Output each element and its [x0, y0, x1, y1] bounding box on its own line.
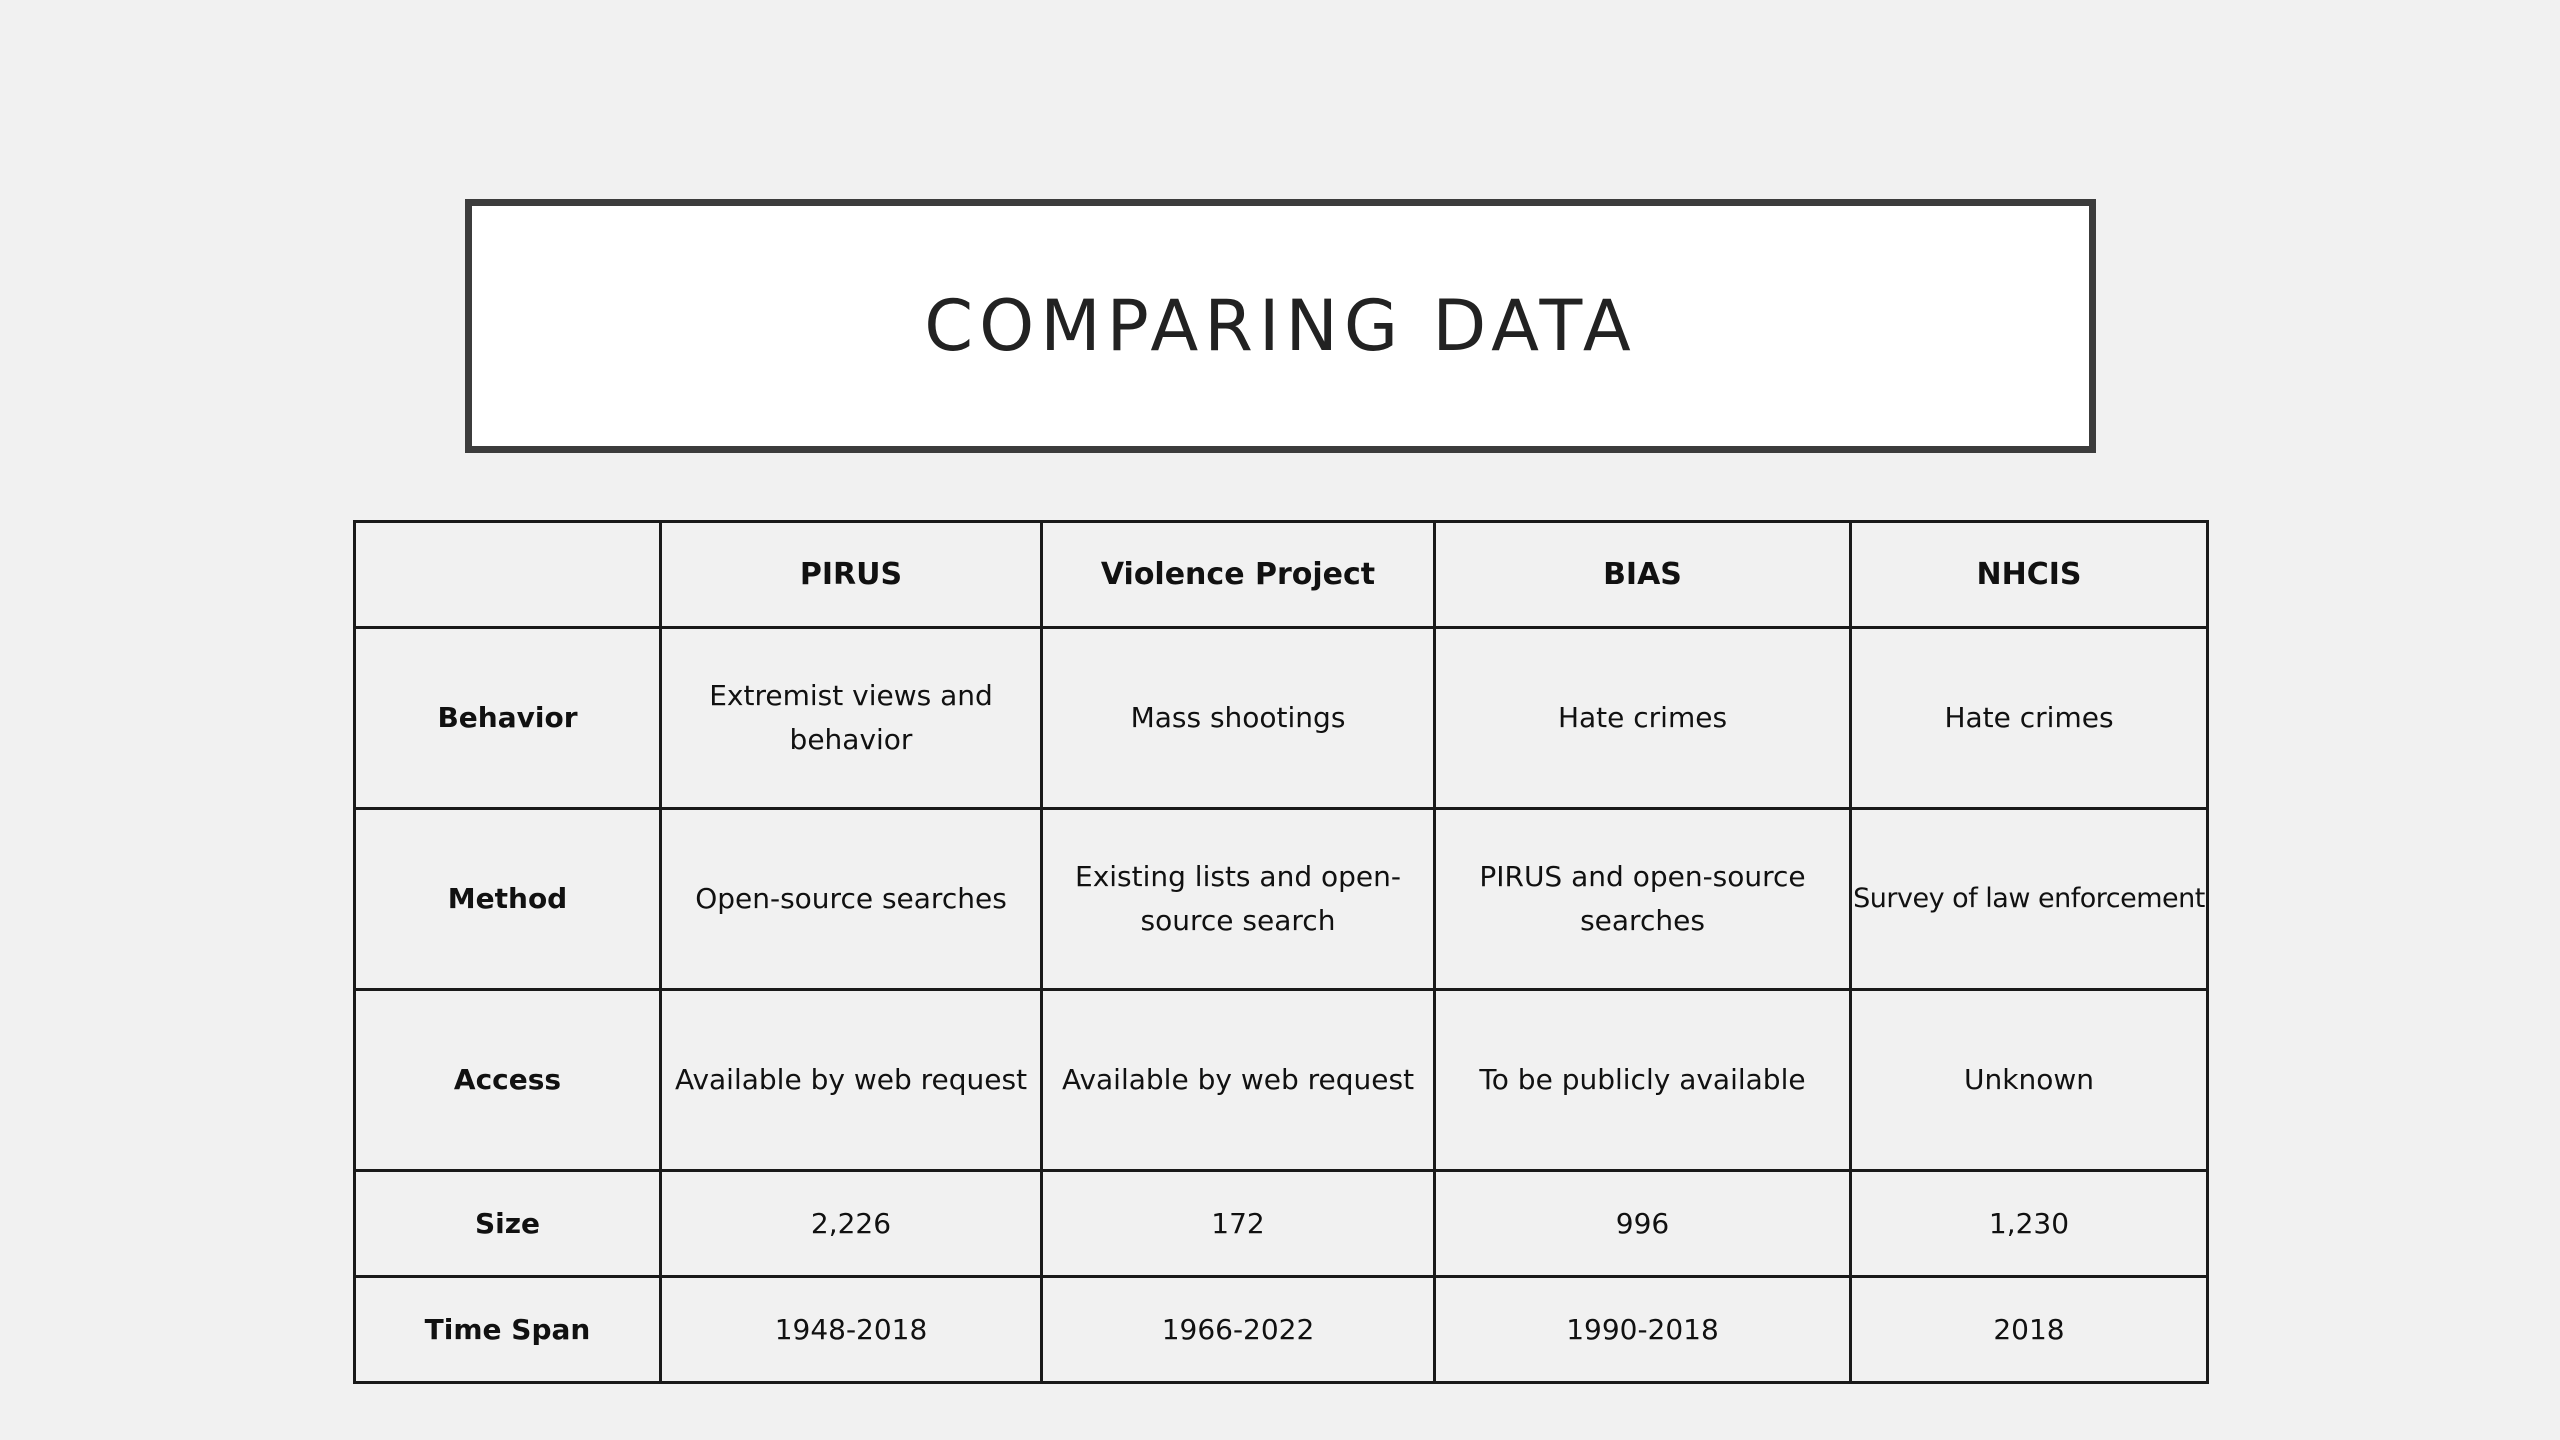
table-cell: 2,226 [661, 1171, 1042, 1277]
row-label: Method [355, 809, 661, 990]
header-cell-empty [355, 522, 661, 628]
row-label: Size [355, 1171, 661, 1277]
table-cell: Open-source searches [661, 809, 1042, 990]
slide-title: COMPARING DATA [924, 285, 1637, 367]
table-cell: 1966-2022 [1042, 1277, 1435, 1383]
table-row-time-span [355, 1277, 2208, 1383]
header-cell-violence-project: Violence Project [1042, 522, 1435, 628]
table-cell: PIRUS and open-source searches [1435, 809, 1851, 990]
table-cell: Hate crimes [1435, 628, 1851, 809]
table-header-row [355, 522, 2208, 628]
table-cell: Extremist views and behavior [661, 628, 1042, 809]
table-cell: Hate crimes [1851, 628, 2208, 809]
row-label: Behavior [355, 628, 661, 809]
table-cell: Unknown [1851, 990, 2208, 1171]
title-box [465, 199, 2096, 453]
table-cell: 996 [1435, 1171, 1851, 1277]
row-label: Time Span [355, 1277, 661, 1383]
table-cell: Survey of law enforcement [1851, 809, 2208, 990]
table-cell: 2018 [1851, 1277, 2208, 1383]
table-row-access [355, 990, 2208, 1171]
table-cell: 1,230 [1851, 1171, 2208, 1277]
table-row-behavior [355, 628, 2208, 809]
table-cell: 1948-2018 [661, 1277, 1042, 1383]
header-cell-pirus: PIRUS [661, 522, 1042, 628]
table-cell: Available by web request [1042, 990, 1435, 1171]
header-cell-nhcis: NHCIS [1851, 522, 2208, 628]
table-row-method [355, 809, 2208, 990]
table-cell: 172 [1042, 1171, 1435, 1277]
table-row-size [355, 1171, 2208, 1277]
header-cell-bias: BIAS [1435, 522, 1851, 628]
table-cell: Existing lists and open-source search [1042, 809, 1435, 990]
comparison-table [353, 520, 2209, 1384]
row-label: Access [355, 990, 661, 1171]
table-cell: Mass shootings [1042, 628, 1435, 809]
table-cell: Available by web request [661, 990, 1042, 1171]
table-cell: 1990-2018 [1435, 1277, 1851, 1383]
table-cell: To be publicly available [1435, 990, 1851, 1171]
